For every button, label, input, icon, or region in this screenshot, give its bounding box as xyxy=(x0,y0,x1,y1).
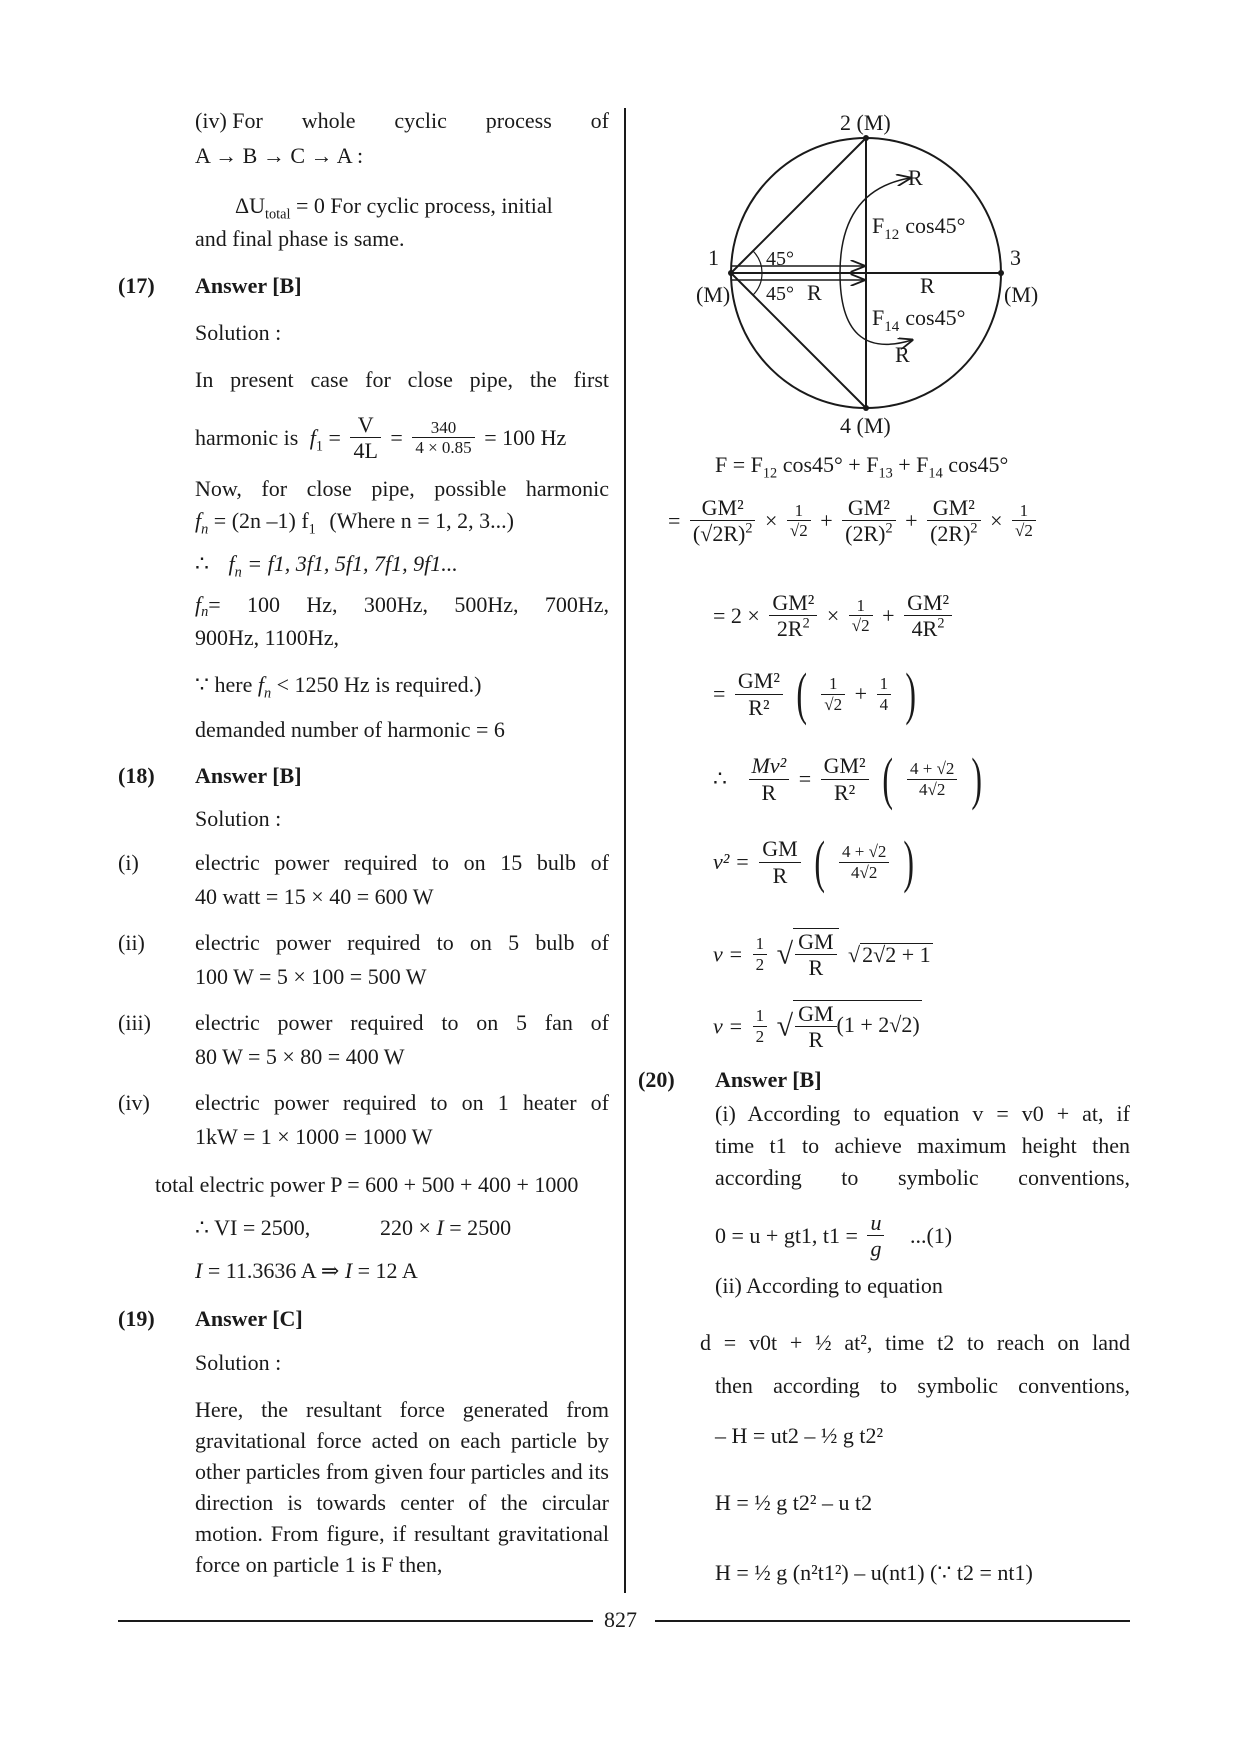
q20-eq3: H = ½ g t2² – u t2 xyxy=(715,1490,873,1515)
q18-item-line1: electric power required to on 5 bulb of xyxy=(195,930,609,955)
q18-solution: Solution : xyxy=(195,806,282,831)
r-top-label: R xyxy=(908,165,923,190)
angle-arc-top xyxy=(753,251,762,273)
q17-now-line: Now, for close pipe, possible harmonic xyxy=(195,476,609,501)
q18-current: I = 11.3636 A ⇒ I = 12 A xyxy=(195,1258,418,1283)
label-bottom: 4 (M) xyxy=(840,413,891,438)
q18-vi2: 220 × I = 2500 xyxy=(380,1215,512,1240)
q20-eq1: 0 = u + gt1, t1 = $\frac{u}{g}$ ...(1) xyxy=(715,1210,953,1262)
angle-arc-bottom xyxy=(753,273,762,295)
label-left-num: 1 xyxy=(708,245,719,270)
particle-dot xyxy=(998,270,1004,276)
q20-line: time t1 to achieve maximum height then xyxy=(715,1133,1130,1158)
q17-fn-line: $f_n = (2n$ –1) $f_1$ (Where n = 1, 2, 3...) xyxy=(195,508,515,538)
chord-1-4 xyxy=(731,273,866,408)
delta-u-line: $\Delta U_{total} = 0$ For cyclic process, initial xyxy=(235,193,553,223)
v-squared-equation: v² = $\frac{GM}{R}$ ( $\frac{4 + √2}{4√2}$ ) xyxy=(713,829,914,894)
q20-eq4: H = ½ g (n²t1²) – u(nt1) (∵ t2 = nt1) xyxy=(715,1560,1033,1585)
angle-top-label: 45° xyxy=(766,248,794,270)
q18-item-line2: 80 W = 5 × 80 = 400 W xyxy=(195,1044,405,1069)
label-left-m: (M) xyxy=(696,282,731,307)
particle-dot xyxy=(728,270,734,276)
q17-solution: Solution : xyxy=(195,320,282,345)
q18-item-line1: electric power required to on 15 bulb of xyxy=(195,850,609,875)
q17-because: ∵ here $f_n < 1250$ Hz is required.) xyxy=(195,672,482,702)
q18-answer: Answer [B] xyxy=(195,763,302,788)
q19-answer: Answer [C] xyxy=(195,1306,303,1331)
footer-rule-right xyxy=(655,1620,1130,1622)
v-equation-1: v = $\frac{1}{2}$ √ $\frac{GM}{R}$ √2√2 + 1 xyxy=(713,929,931,981)
q17-series-line: ∴ $f_n = f1$, 3f1, 5f1, 7f1, 9f1... xyxy=(195,551,458,581)
label-right-m: (M) xyxy=(1004,282,1039,307)
q18-total: total electric power P = 600 + 500 + 400 + 1000 xyxy=(155,1172,579,1197)
particle-dot xyxy=(863,405,869,411)
word: whole xyxy=(301,108,356,133)
word: cyclic xyxy=(394,108,447,133)
q18-item-line2: 40 watt = 15 × 40 = 600 W xyxy=(195,884,434,909)
word: (iv) For xyxy=(195,108,263,133)
cycle-arrow-line: A → B → C → A : xyxy=(195,143,364,168)
q18-item-line2: 100 W = 5 × 100 = 500 W xyxy=(195,964,427,989)
f12-label: $F_{12}$ cos45° xyxy=(872,213,966,243)
q18-item-line1: electric power required to on 5 fan of xyxy=(195,1010,609,1035)
v-equation-2: v = $\frac{1}{2}$ √ $\frac{GM}{R}$ (1 + 2√2) xyxy=(713,1001,920,1053)
word: of xyxy=(590,108,609,133)
q17-demanded: demanded number of harmonic = 6 xyxy=(195,717,505,742)
q17-answer: Answer [B] xyxy=(195,273,302,298)
r-center-label: R xyxy=(920,273,935,298)
q20-line: (ii) According to equation xyxy=(715,1273,943,1298)
q19-number: (19) xyxy=(118,1306,155,1331)
column-divider xyxy=(624,108,626,1593)
angle-bottom-label: 45° xyxy=(766,283,794,305)
v-over-4l: $\frac{V}{4L}$ xyxy=(350,412,380,464)
q17-number: (17) xyxy=(118,273,155,298)
delta-u-line-2: and final phase is same. xyxy=(195,226,405,251)
force-factored: = $\frac{\text{GM²}}{\text{R²}}$ ( $\frac{1}{√2}$ + $\frac{1}{4}$ ) xyxy=(713,661,916,726)
f14-label: $F_{14}$ cos45° xyxy=(872,305,966,335)
particle-circle-figure xyxy=(640,100,1040,440)
page-number: 827 xyxy=(604,1607,637,1632)
label-right-num: 3 xyxy=(1010,245,1021,270)
q20-line: then according to symbolic conventions, xyxy=(715,1373,1130,1398)
q18-vi: ∴ VI = 2500, xyxy=(195,1215,311,1240)
q20-number: (20) xyxy=(638,1067,675,1092)
footer-rule-left xyxy=(118,1620,593,1622)
numeric-fraction: $\frac{340}{4 \times 0.85}$ xyxy=(412,418,474,458)
label-top: 2 (M) xyxy=(840,110,891,135)
q18-item-label: (iii) xyxy=(118,1010,151,1035)
chord-1-2 xyxy=(731,138,866,273)
q16-iv-line xyxy=(195,108,609,134)
q18-item-line1: electric power required to on 1 heater of xyxy=(195,1090,609,1115)
q19-solution: Solution : xyxy=(195,1350,282,1375)
q17-fn-values-2: 900Hz, 1100Hz, xyxy=(195,625,339,650)
word: process xyxy=(485,108,552,133)
q18-item-label: (iv) xyxy=(118,1090,150,1115)
q17-para-line: In present case for close pipe, the first xyxy=(195,367,609,392)
q17-harmonic-eq: harmonic is $f_1$ = $\frac{V}{4L}$ = $\frac{340}{4 \times 0.85}$ = 100 Hz xyxy=(195,412,567,464)
q20-eq2: – H = ut2 – ½ g t2² xyxy=(715,1423,884,1448)
particle-dot xyxy=(863,135,869,141)
q19-paragraph: Here, the resultant force generated from gravitational force acted on each particle by other particles from given four particles and its direction is towards center of the circular motion. From figure, if resultant gravitational force on particle 1 is F then, xyxy=(195,1397,609,1577)
q17-fn-values: f n = 100 Hz, 300Hz, 500Hz, 700Hz, xyxy=(195,592,609,620)
centripetal-equation: ∴ $\frac{\text{Mv²}}{R}$ = $\frac{\text{GM²}}{\text{R²}}$ ( $\frac{4 + √2}{4√2}$ ) xyxy=(713,746,982,811)
q20-line: according to symbolic conventions, xyxy=(715,1165,1130,1190)
r-bottom-label: R xyxy=(895,342,910,367)
q20-line: d = v0t + ½ at², time t2 to reach on land xyxy=(700,1330,1130,1355)
q18-item-label: (ii) xyxy=(118,930,145,955)
q18-item-line2: 1kW = 1 × 1000 = 1000 W xyxy=(195,1124,433,1149)
force-simplified: = 2 × $\frac{\text{GM²}}{2R^2}$ × $\frac{1}{√2}$ + $\frac{\text{GM²}}{4R^2}$ xyxy=(713,590,956,642)
force-equation: $F = F_{12}$ $\cos 45^\circ + F_{13} + F_{14}$ cos45° xyxy=(715,452,1009,482)
q18-number: (18) xyxy=(118,763,155,788)
q20-line: (i) According to equation v = v0 + at, if xyxy=(715,1101,1130,1126)
r-small-label: R xyxy=(807,280,822,305)
q18-item-label: (i) xyxy=(118,850,139,875)
q20-answer: Answer [B] xyxy=(715,1067,822,1092)
force-sum-terms: = $\frac{\text{GM²}}{(√2R)^2}$ × $\frac{1}{√2}$ + $\frac{\text{GM²}}{(2R)^2}$ + $\frac{\text{GM²}}{(2R)^2}$ × $\frac{1}{√2}$ xyxy=(668,495,1040,547)
